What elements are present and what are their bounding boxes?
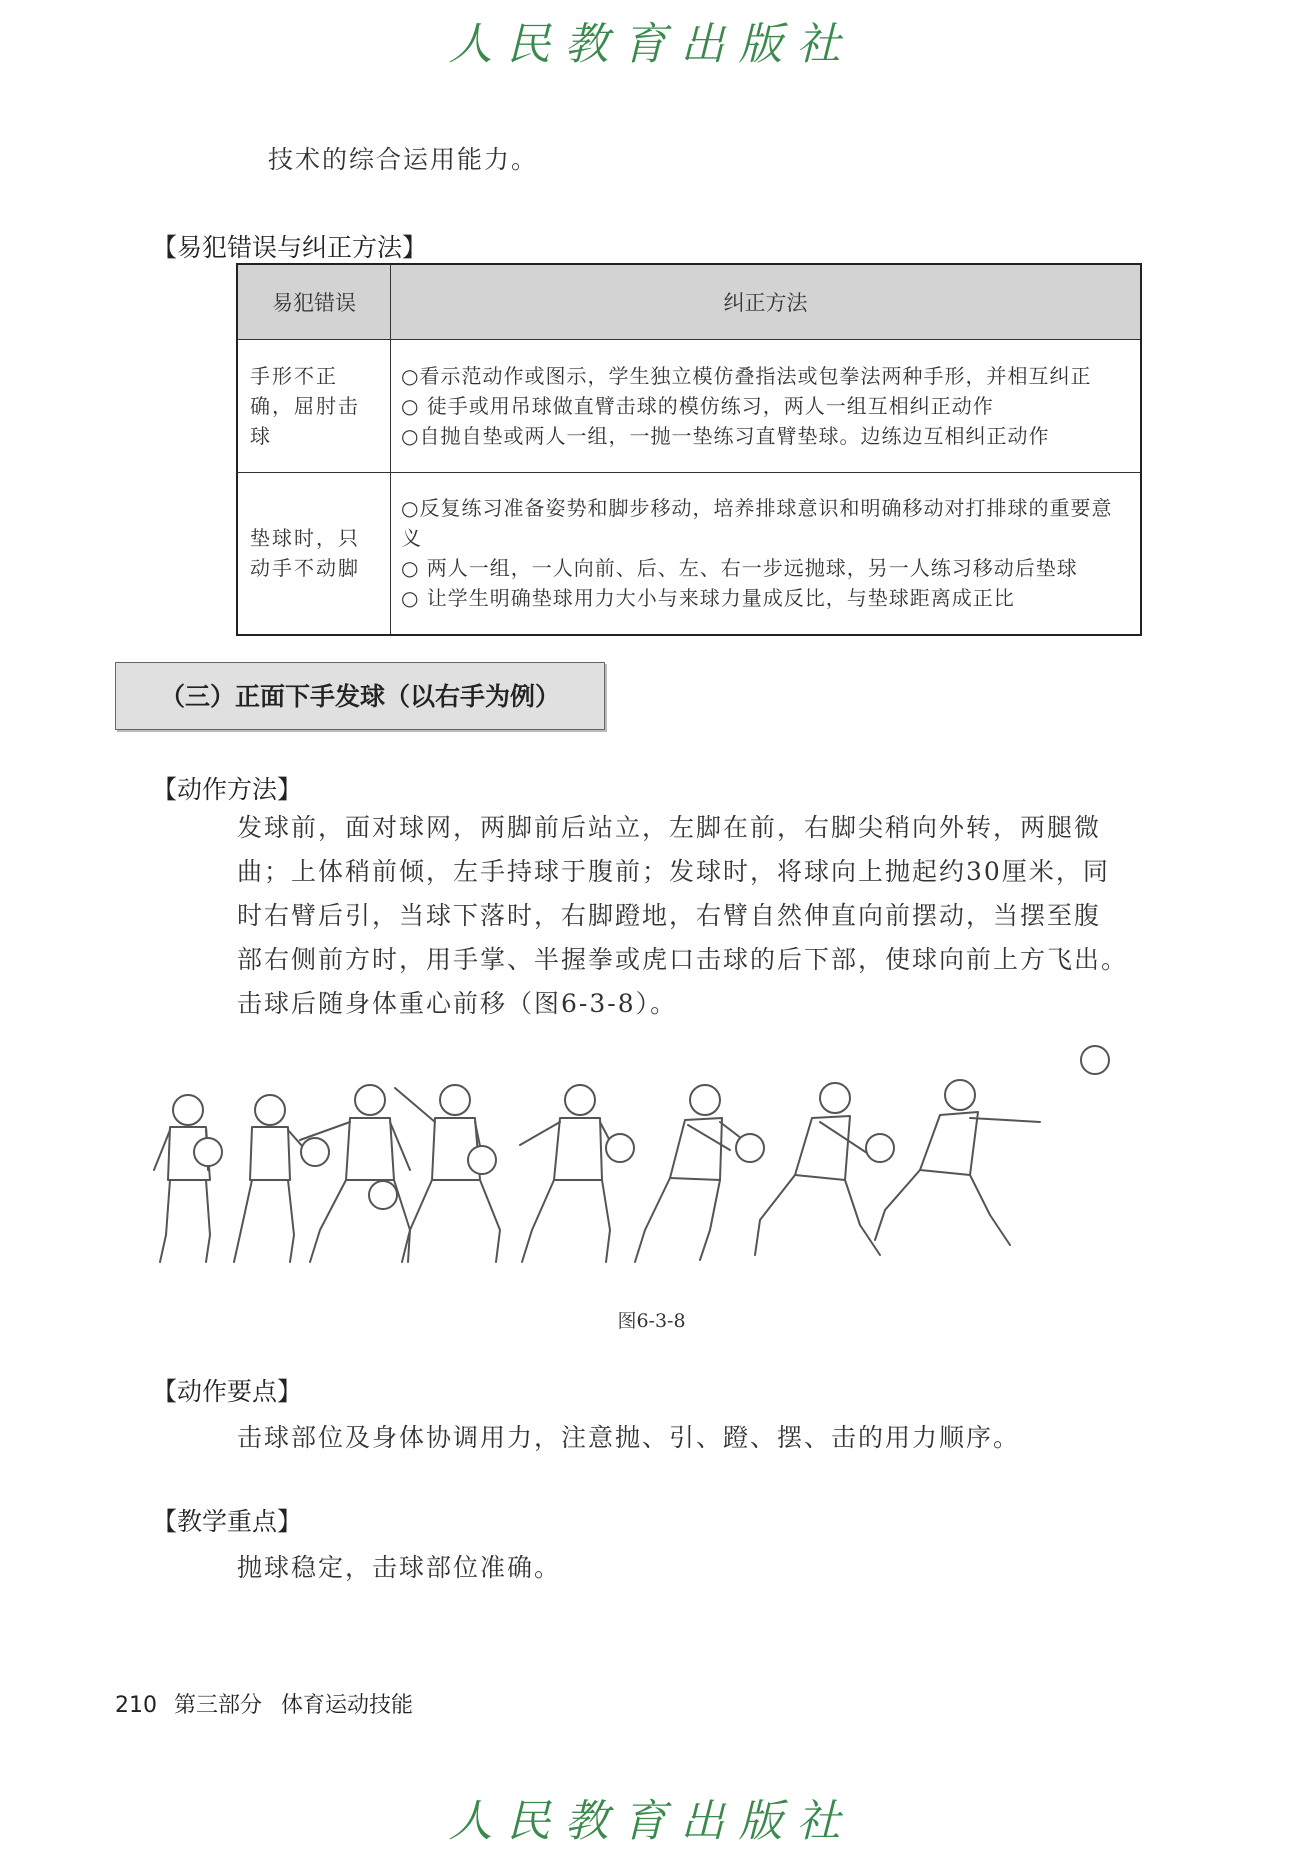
common-errors-heading: 【易犯错误与纠正方法】 <box>152 233 428 262</box>
error-cell: 手形不正确，屈肘击球 <box>237 340 391 473</box>
volleyball-icon <box>736 1134 764 1162</box>
serve-pose-3 <box>300 1085 410 1262</box>
volleyball-icon <box>468 1146 496 1174</box>
method-line: 曲；上体稍前倾，左手持球于腹前；发球时，将球向上抛起约30厘米，同 <box>237 857 1110 886</box>
page-number: 210 <box>115 1693 157 1718</box>
table-row <box>237 473 1141 635</box>
volleyball-icon <box>866 1134 894 1162</box>
fix-cell <box>391 473 1142 635</box>
volleyball-icon <box>369 1181 397 1209</box>
column-header-fix: 纠正方法 <box>391 264 1142 340</box>
fix-line: ○反复练习准备姿势和脚步移动，培养排球意识和明确移动对打排球的重要意义 <box>401 496 1113 551</box>
column-header-error: 易犯错误 <box>237 264 391 340</box>
method-line: 击球后随身体重心前移（图6-3-8）。 <box>237 989 678 1018</box>
serve-pose-8 <box>875 1080 1040 1245</box>
keypoints-text: 击球部位及身体协调用力，注意抛、引、蹬、摆、击的用力顺序。 <box>237 1423 1021 1452</box>
teaching-heading: 【教学重点】 <box>152 1507 303 1536</box>
footer-title: 体育运动技能 <box>281 1693 414 1718</box>
fix-line: ○ 让学生明确垫球用力大小与来球力量成反比，与垫球距离成正比 <box>401 586 1015 611</box>
fix-line: ○自抛自垫或两人一组，一抛一垫练习直臂垫球。边练边互相纠正动作 <box>401 424 1050 448</box>
serve-pose-6 <box>635 1085 750 1262</box>
errors-table <box>236 263 1142 636</box>
serve-pose-5 <box>520 1085 620 1262</box>
serve-pose-7 <box>755 1083 880 1255</box>
method-line: 部右侧前方时，用手掌、半握拳或虎口击球的后下部，使球向前上方飞出。 <box>237 945 1129 974</box>
figure-caption: 图6-3-8 <box>617 1310 686 1332</box>
serve-sequence-figure <box>140 1030 1140 1280</box>
method-paragraph <box>237 806 1147 1026</box>
footer-part: 第三部分 <box>174 1693 263 1718</box>
teaching-text: 抛球稳定，击球部位准确。 <box>237 1553 562 1582</box>
serve-pose-1 <box>154 1095 210 1262</box>
page-footer <box>115 1688 413 1719</box>
table-row <box>237 340 1141 473</box>
publisher-logo: 人民教育出版社 <box>448 19 855 70</box>
volleyball-icon <box>194 1138 222 1166</box>
fix-line: ○看示范动作或图示，学生独立模仿叠指法或包拳法两种手形，并相互纠正 <box>401 364 1092 388</box>
publisher-logo-bottom: 人民教育出版社 <box>448 1796 855 1847</box>
keypoints-heading: 【动作要点】 <box>152 1377 303 1406</box>
fix-cell <box>391 340 1142 473</box>
volleyball-icon <box>606 1134 634 1162</box>
error-cell: 垫球时，只动手不动脚 <box>237 473 391 635</box>
fix-line: ○ 徒手或用吊球做直臂击球的模仿练习，两人一组互相纠正动作 <box>401 394 994 418</box>
table-header-row <box>237 264 1141 340</box>
intro-line: 技术的综合运用能力。 <box>268 145 539 174</box>
section-title: （三）正面下手发球（以右手为例） <box>115 662 605 730</box>
method-heading: 【动作方法】 <box>152 775 303 804</box>
method-line: 发球前，面对球网，两脚前后站立，左脚在前，右脚尖稍向外转，两腿微 <box>237 813 1102 842</box>
volleyball-icon <box>301 1138 329 1166</box>
volleyball-icon <box>1081 1046 1109 1074</box>
method-line: 时右臂后引，当球下落时，右脚蹬地，右臂自然伸直向前摆动，当摆至腹 <box>237 901 1102 930</box>
fix-line: ○ 两人一组，一人向前、后、左、右一步远抛球，另一人练习移动后垫球 <box>401 556 1078 581</box>
serve-pose-2 <box>234 1095 310 1262</box>
